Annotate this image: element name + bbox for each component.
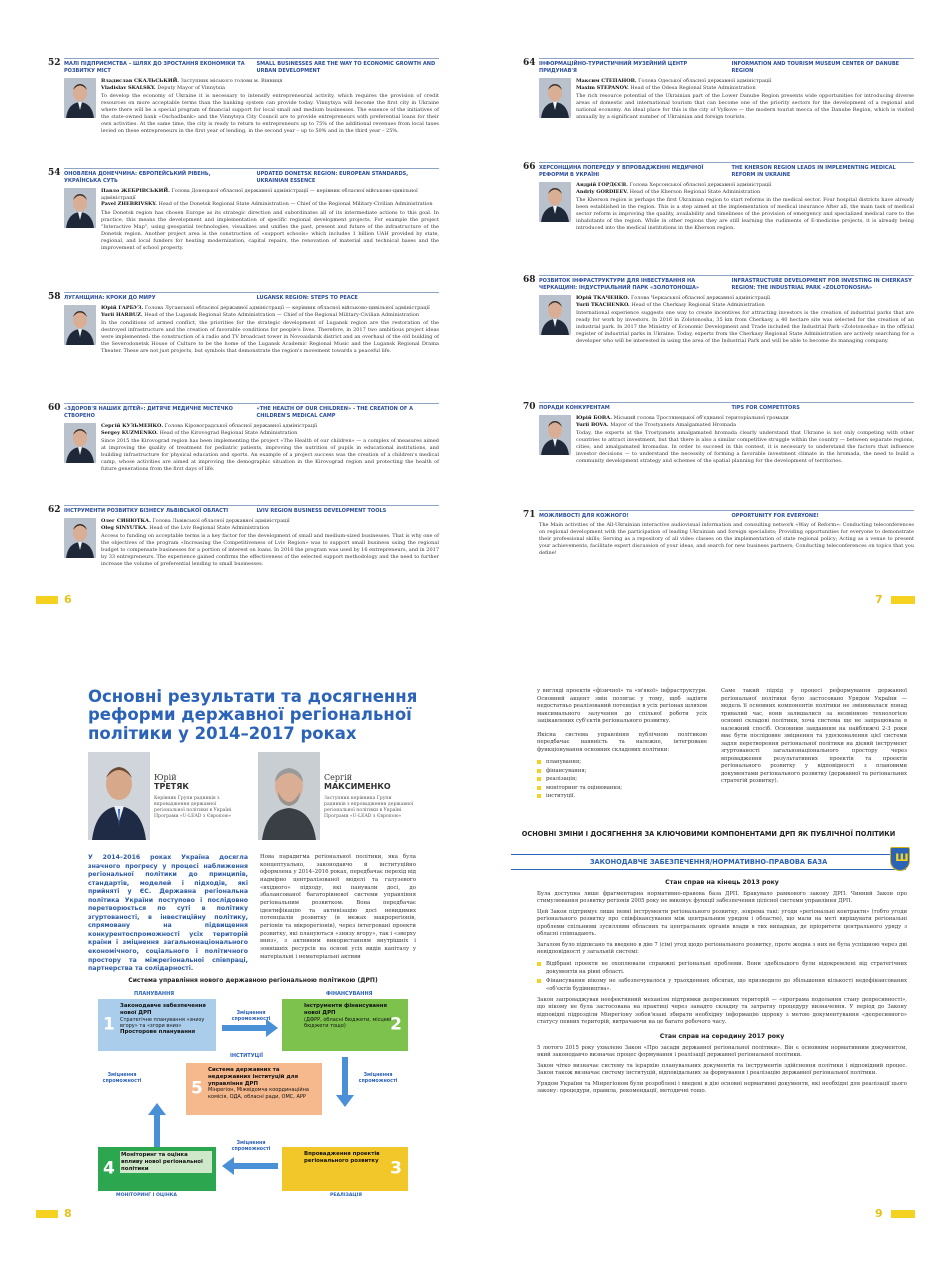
item-page-ref: 68 bbox=[523, 275, 536, 285]
item-title-en: LVIV REGION BUSINESS DEVELOPMENT TOOLS bbox=[256, 508, 387, 514]
person-photo bbox=[539, 295, 571, 335]
summary-item bbox=[48, 505, 439, 568]
page-9 bbox=[475, 640, 950, 1267]
item-page-ref: 62 bbox=[48, 505, 61, 515]
item-page-ref: 70 bbox=[523, 402, 536, 412]
item-summary: Today, the experts at the Trostyanets amalgamated hromada clearly understand that Ukraine is not only competing with other countries to attract investment, but that there is also a similar competitive struggle within the country — between separate regions, cities, and amalgamated hromadas. In order to succeed in this contest, it is necessary to understand the factors that influence investor decisions — to understand the necessity of forming a favorable investment climate in the hromada, the need to build a community development strategy and schemes of the spatial planning for the development of territories. bbox=[576, 430, 914, 465]
arrow-label: Зміцнення спроможності bbox=[231, 1011, 271, 1022]
item-title-ua: ХЕРСОНЩИНА ПОПЕРЕДУ У ВПРОВАДЖЕННІ МЕДИЧНОЇ РЕФОРМИ В УКРАЇНІ bbox=[539, 165, 704, 178]
person-photo bbox=[539, 182, 571, 222]
page-number: 7 bbox=[875, 593, 883, 606]
summary-item bbox=[523, 275, 914, 345]
person-credits: Олег СИНЮТКА. Голова Львівської обласної державної адміністрації Oleg SINYUTKA. Head of the Lviv Regional State Administration Access to funding on acceptable terms is a key factor for the development of small and medium-sized businesses. That is why one of the objectives of the program «Increasing the Competitiveness of Lviv Region» was to support small business using the regional budget to compensate businesses for a portion of interest on loans. In 2016 the program was used by 16 entrepreneurs, and in 2017 by 33 entrepreneurs. The experience gained confirms the effectiveness of the selected support methodology and the need to further increase the volume of preferential lending to small businesses. bbox=[101, 517, 439, 568]
arrow-label: Зміцнення спроможності bbox=[231, 1141, 271, 1152]
item-rule bbox=[539, 162, 914, 163]
summary-item bbox=[48, 403, 439, 473]
person-photo bbox=[539, 78, 571, 118]
item-title-en: LUGANSK REGION: STEPS TO PEACE bbox=[256, 295, 358, 301]
author-name: Юрій ТРЕТЯК bbox=[154, 773, 189, 791]
page-7 bbox=[475, 0, 950, 630]
item-rule bbox=[64, 403, 439, 404]
item-title-ua: РОЗВИТОК ІНФРАСТРУКТУРИ ДЛЯ ІНВЕСТУВАННЯ НА ЧЕРКАЩИНІ: ІНДУСТРІАЛЬНИЙ ПАРК «ЗОЛОТОНОША» bbox=[539, 278, 700, 291]
list-item: моніторинг та оцінювання; bbox=[537, 784, 707, 792]
item-title-en: «THE HEALTH OF OUR CHILDREN» - THE CREATION OF A CHILDREN'S MEDICAL CAMP bbox=[256, 406, 413, 419]
section-heading: ОСНОВНІ ЗМІНИ І ДОСЯГНЕННЯ ЗА КЛЮЧОВИМИ КОМПОНЕНТАМИ ДРП ЯК ПУБЛІЧНОЇ ПОЛІТИКИ bbox=[521, 830, 896, 838]
page-6 bbox=[0, 0, 475, 630]
list-item: планування; bbox=[537, 758, 707, 766]
item-rule bbox=[539, 402, 914, 403]
item-page-ref: 58 bbox=[48, 292, 61, 302]
list-item: Фінансування нікому не забезпечувалося у трьохденних обсягах, що призводило до збільшення кількості недофінансованих «об'єктів будівництва». bbox=[537, 977, 907, 994]
item-title-ua: МОЖЛИВОСТІ ДЛЯ КОЖНОГО! bbox=[539, 513, 629, 519]
item-rule bbox=[64, 292, 439, 293]
person-credits: Максим СТЕПАНОВ. Голова Одеської обласної державної адміністрації Maxim STEPANOV. Head of the Odesa Regional State Administration The rich resource potential of the Ukrainian part of the Lower Danube Region presents wide opportunities for introducing diverse areas of domestic and international tourism that can become one of the priority sectors for the development of a regional and national economy. An ideal place for this is the city of Vylkove — the modern tourist mecca of the Danube Region, which is visited annually by a significant number of Ukrainian and foreign tourists. bbox=[576, 77, 914, 121]
page-bar bbox=[891, 1210, 915, 1218]
item-page-ref: 66 bbox=[523, 162, 536, 172]
page-bar bbox=[36, 596, 58, 604]
summary-item bbox=[523, 402, 914, 465]
item-rule bbox=[64, 168, 439, 169]
box-2: 2 Інструменти фінансування нової ДРП (ДФРР, обласні бюджети, місцеві бюджети тощо) bbox=[282, 999, 408, 1051]
page-bar bbox=[891, 596, 915, 604]
person-credits: Павло ЖЕБРІВСЬКИЙ. Голова Донецької обласної державної адміністрації — керівник обласної військово-цивільної адміністрації Pavel ZHEBRIVSKY. Head of the Donetsk Regional State Administration — Chief of the Regional Military-Civilian Administration The Donetsk region has chosen Europe as its strategic direction and subordinates all of its intermediate actions to this goal. In practice, this means the development and implementation of specific regional development projects. For example the project "Interactive Map", using geospatial technologies, visualizes and unifies the past, present and future of the infrastructure of the Donetsk region. Another project area is the construction of «support schools» which includes 1 billion UAH provided by state, regional, and local funders for heating modernization, capital repairs, the renovation of material and technical bases and the improvement of school property. bbox=[101, 187, 439, 251]
label-planning: ПЛАНУВАННЯ bbox=[134, 991, 175, 997]
item-title-en: THE KHERSON REGION LEADS IN IMPLEMENTING MEDICAL REFORM IN UKRAINE bbox=[731, 165, 896, 178]
person-photo bbox=[64, 518, 96, 558]
diagram-title: Система управління нового державною регіональною політикою (ДРП) bbox=[128, 977, 378, 984]
person-credits: Андрій ГОРДЄЄВ. Голова Херсонської обласної державної адміністрації Andriy GORDIEEV. Head of the Kherson Regional State Administration The Kherson region is perhaps the first Ukrainian region to start reforms in the medical sector. Four hospital districts have already been established in the region. This is a step aimed at the implementation of medical insurance After all, the main task of medical sector reform is improving the quality, availability and timeliness of the provision of emergency and specialized medical care to the inhabitants of the region. While in other regions they are still learning the rudiments of E-medicine projects, it is already being introduced into the medical institutions in the Kherson region. bbox=[576, 181, 914, 232]
section-subheading: ЗАКОНОДАВЧЕ ЗАБЕЗПЕЧЕННЯ/НОРМАТИВНО-ПРАВОВА БАЗА bbox=[511, 854, 906, 870]
item-title-en: SMALL BUSINESSES ARE THE WAY TO ECONOMIC GROWTH AND URBAN DEVELOPMENT bbox=[256, 61, 436, 74]
person-photo bbox=[64, 78, 96, 118]
item-title-ua: «ЗДОРОВ'Я НАШИХ ДІТЕЙ»: ДИТЯЧЕ МЕДИЧНЕ МІСТЕЧКО СТВОРЕНО bbox=[64, 406, 233, 419]
intro-lead: У 2014–2016 роках Україна досягла значного прогресу у процесі наближення регіональної політики до принципів, стандартів, моделей і підходів, які прийняті у ЄС. Державна регіональна політика України поступово і послідовно перетворюється по суті в політику згуртованості, в інвестиційну політику, спрямовану на підвищення конкурентоспроможності усіх територій країни і зміцнення загальнонаціонального економічного, соціального і політичного простору та міжрегіональної співпраці, партнерства та солідарності. bbox=[88, 854, 248, 973]
person-credits: Юрій ГАРБУЗ. Голова Луганської обласної державної адміністрації — керівник обласної військово-цивільної адміністрації Yurii HARBUZ. Head of the Lugansk Regional State Administration — Chief of the Regional Military-Civilian Administration In the conditions of armed conflict, the priorities for the strategic development of Lugansk region are the restoration of the destroyed infrastructure and the creation of favorable conditions for people's lives. Therefore, in 2017 two ambitious project ideas were implemented: the construction of a radio and TV broadcast tower in Novoaidarsk district and an overhaul of the old building of the Severodonetsk House of Culture to be the home of the Lugansk Academic Regional Music and the Lugansk Regional Drama Theater. These are not just projects, but symbols that demonstrate the region's movement towards a peaceful life. bbox=[101, 304, 439, 355]
item-rule bbox=[539, 275, 914, 276]
list-item: реалізація; bbox=[537, 775, 707, 783]
label-realization: РЕАЛІЗАЦІЯ bbox=[330, 1193, 362, 1198]
article-heading: Основні результати та досягнення реформи державної регіональної політики у 2014–2017 роках bbox=[88, 687, 418, 743]
summary-item bbox=[523, 162, 914, 232]
item-summary: Since 2015 the Kirovograd region has been implementing the project «The Health of our children» — a complex of measures aimed at improving the quality of treatment for pediatric patients, improving the nutrition of pupils in educational institutions, and building infrastructure for physical education and sports. An example of a project success was the creation of a children's medical camp, whose activities are aimed at improving the demographic situation in the Kirovograd region and protecting the health of future generations from the first days of life. bbox=[101, 438, 439, 473]
item-page-ref: 52 bbox=[48, 58, 61, 68]
author-desc: Керівник Групи радників з впровадження державної регіональної політики в Україні Програми «U-LEAD з Європою» bbox=[154, 796, 232, 819]
box-1: 1 Законодавче забезпечення нової ДРП Стратегічне планування «знизу вгору» та «згори вниз» Просторове планування bbox=[98, 999, 216, 1051]
item-title-en: INFRASTRUCTURE DEVELOPMENT FOR INVESTING IN CHERKASY REGION: THE INDUSTRIAL PARK «ZOLOTONOSHA» bbox=[731, 278, 912, 291]
arrow-label: Зміцнення спроможності bbox=[102, 1073, 142, 1084]
author-name: Сергій МАКСИМЕНКО bbox=[324, 773, 391, 791]
item-title-ua: МАЛІ ПІДПРИЄМСТВА – ШЛЯХ ДО ЗРОСТАННЯ ЕКОНОМІКИ ТА РОЗВИТКУ МІСТ bbox=[64, 61, 245, 74]
intro-text: Нова парадигма регіональної політики, яка була концептуально, законодавчо й інституційно оформлена у 2014–2016 роках, передбачає перехід від надмірно централізованої моделі та галузевого «вхідного» підходу, які панували досі, до збалансованої багаторівневої системи управління регіональним розвитком. Вона передбачає ідентифікацію та активізацію досі невидимих потенціалів розвитку (в межах макрорегіонів, регіонів та мікрорегіонів), через інтегровані проекти розвитку, які плануються «знизу вгору», так і «зверху вниз», з активним використанням внутрішніх і зовнішніх ресурсів на основі усіх видів капіталу у матеріальні і нематеріальні активи bbox=[260, 854, 416, 960]
person-credits: Владислав СКАЛЬСЬКИЙ. Заступник міського голови м. Вінниця Vladislav SKALSKY. Deputy Mayor of Vinnytsia To develop the economy of Ukraine it is necessary to intensify entrepreneurial activity, which requires the provision of credit resources on more acceptable terms than the banking system can provide today. Vinnytsya will become the first city in Ukraine where there will be a special program of financial support for local small and medium businesses. The essence of the initiatives of the state-owned bank «Oschadbank» and the Vinnytsya City Council are to provide entrepreneurs with preferential loans for their own activities. At the same time, the city is ready to return to entrepreneurs up to 75% of the additional revenues from local taxes levied on these entrepreneurs in the first year of lending, in the second year – up to 50% and in the third year – 25%. bbox=[101, 77, 439, 134]
item-title-ua: ІНСТРУМЕНТИ РОЗВИТКУ БІЗНЕСУ ЛЬВІВСЬКОЇ ОБЛАСТІ bbox=[64, 508, 229, 514]
author-photo bbox=[258, 752, 320, 840]
item-rule bbox=[539, 510, 914, 511]
person-photo bbox=[64, 305, 96, 345]
item-page-ref: 60 bbox=[48, 403, 61, 413]
item-summary: Access to funding on acceptable terms is a key factor for the development of small and medium-sized businesses. That is why one of the objectives of the program «Increasing the Competitiveness of Lviv Region» was to support small business using the regional budget to compensate businesses for a portion of interest on loans. In 2016 the program was used by 16 entrepreneurs, and in 2017 by 33 entrepreneurs. The experience gained confirms the effectiveness of the selected support methodology and the need to further increase the volume of preferential lending to small businesses. bbox=[101, 533, 439, 568]
text-block-2013: Стан справ на кінець 2013 року Була доступна лише фрагментарна нормативно-правова база ДРП. Бракувало рамкового закону ДРП. Чинний Закон про стимулювання розвитку регіонів 2005 року не виконує функції забезпечення цілісної системи управління ДРП. Цей Закон підтримує лише певні інструменти регіонального розвитку, зокрема такі: угоди «регіональні контракти» (тобто угоди регіонального розвитку про співфінансування між центральним урядом і областю), що мали на меті вирішувати регіональні проблеми спільними зусиллями обласних та центральних органів влади в тих випадках, де пріоритети центрального уряду з обласні співпадають. Загалом було підписано та введено в дію 7 (сім) угод щодо регіонального розвитку, проте жодна з них не була успішною через дві невідповідності у загальній системі: Відібрані проекти не охоплювали справжні регіональні проблеми. Вони здебільшого були відокремлені від стратегічних документів на рівні області. Фінансування нікому не забезпечувалося у трьохденних обсягах, що призводило до збільшення кількості недофінансованих «об'єктів будівництва». Закон запроваджував неефективний механізм підтримки депресивних територій — «програма подолання стану депресивності», що нікому не була застосована на практиці через занадто складну та затратну процедуру визначення. У період до Закону відповідні підрозділи Мінрегіону зобов'язані збирати необхідну інформацію щороку з метою документування «депресивного» статусу певних територій, витрачаючи на це багато робочого часу. Стан справ на середину 2017 року 5 лютого 2015 року ухвалено Закон «Про засади державної регіональної політики». Він є основним нормативним документом, який законодавчо визначає процес формування і реалізації державної регіональної політики. Закон чітко визначає систему та ієрархію планувальних документів та інструментів здійснення політики і відповідний процес. Закон також визначає систему інституцій, відповідальних за формування і реалізацію державної регіональної політики. Урядом України та Мінрегіоном були розроблені і введені в дію основні нормативні документи, які необхідні для реалізації цього закону: процедури, правила, рекомендації, методичні тощо. bbox=[537, 879, 907, 1095]
box-3: 3 Впровадження проектів регіонального розвитку bbox=[282, 1147, 408, 1191]
page-bar bbox=[36, 1210, 58, 1218]
summary-item bbox=[523, 58, 914, 121]
item-title-en: TIPS FOR COMPETITORS bbox=[731, 405, 800, 411]
components-list bbox=[537, 758, 707, 800]
page-number: 9 bbox=[875, 1207, 883, 1220]
author-tretiak bbox=[88, 752, 258, 844]
item-title-ua: ОНОВЛЕНА ДОНЕЧЧИНА: ЄВРОПЕЙСЬКИЙ РІВЕНЬ, УКРАЇНСЬКА СУТЬ bbox=[64, 171, 211, 184]
dpr-diagram bbox=[90, 985, 420, 1198]
item-title-en: OPPORTUNITY FOR EVERYONE! bbox=[731, 513, 819, 519]
item-page-ref: 54 bbox=[48, 168, 61, 178]
page-number: 6 bbox=[64, 593, 72, 606]
text-column-b: Саме такий підхід у процесі реформування державної регіональної політики було застосовано Урядом України — модель її основних компонентів політики не змінювалася понад тривалий час, вони залишалися за незмінною технологією основні складові політики, хоча система ще не запрацювала в належний спосіб. Основним завданням на найближчі 2-3 роки має бути послідовне зміцнення та удосконалення цієї системи задля перетворення регіональної політики на дієвий інструмент згуртованості загальнонаціонального простору через впровадження результативних проектів та проектів регіонального розвитку у відповідності з плановими документами регіонального розвитку (державної та регіональних стратегій розвитку). bbox=[721, 688, 907, 785]
box-4: 4 Моніторинг та оцінка впливу нової регіональної політики bbox=[98, 1147, 216, 1191]
person-credits: Юрій БОВА. Міський голова Тростянецької об'єднаної територіальної громади Yurii BOVA. Mayor of the Trostyanets Amalgamated Hromada Today, the experts at the Trostyanets amalgamated hromada clearly understand that Ukraine is not only competing with other countries to attract investment, but that there is also a similar competitive struggle within the country — between separate regions, cities, and amalgamated hromadas. In order to succeed in this contest, it is necessary to understand the factors that influence investor decisions — to understand the necessity of forming a favorable investment climate in the hromada, the need to build a community development strategy and schemes of the spatial planning for the development of territories. bbox=[576, 414, 914, 465]
arrow-label: Зміцнення спроможності bbox=[358, 1073, 398, 1084]
page-8 bbox=[0, 640, 475, 1267]
person-photo bbox=[64, 423, 96, 463]
item-page-ref: 71 bbox=[523, 510, 536, 520]
person-photo bbox=[64, 188, 96, 228]
summary-item bbox=[523, 510, 914, 556]
label-financing: ФІНАНСУВАННЯ bbox=[326, 991, 373, 997]
summary-item bbox=[48, 58, 439, 135]
list-item: інституції. bbox=[537, 792, 707, 800]
person-credits: Юрій ТКАЧЕНКО. Голова Черкаської обласної державної адміністрації Yurii TKACHENKO. Head of the Cherkasy Regional State Administration International experience suggests one way to create incentives for attracting investors is the creation of industrial parks that are ready for work by investors. In 2016 in Zolotonosha, 35 km from Cherkasy, a 40 hectare site was selected for the creation of an industrial park. In 2017 the Ministry of Economic Development and Trade included the Industrial Park «Zolotonosha» in the official register of industrial parks in Ukraine. Today, experts from the Cherkasy Regional State Administration are actively searching for a developer who will be interested in using the area of the Industrial Park and will be able to become its managing company. bbox=[576, 294, 914, 345]
item-title-en: UPDATED DONETSK REGION: EUROPEAN STANDARDS, UKRAINIAN ESSENCE bbox=[256, 171, 409, 184]
issues-list bbox=[537, 960, 907, 994]
summary-item bbox=[48, 292, 439, 355]
list-item: фінансування; bbox=[537, 767, 707, 775]
label-institutions: ІНСТИТУЦІЇ bbox=[230, 1053, 263, 1059]
author-photo bbox=[88, 752, 150, 840]
label-monitoring: МОНІТОРИНГ І ОЦІНКА bbox=[116, 1193, 177, 1198]
person-credits: Сергій КУЗЬМЕНКО. Голова Кіровоградської обласної державної адміністрації Sergey KUZMENKO. Head of the Kirovograd Regional State Administration Since 2015 the Kirovograd region has been implementing the project «The Health of our children» — a complex of measures aimed at improving the quality of treatment for pediatric patients, improving the nutrition of pupils in educational institutions, and building infrastructure for physical education and sports. An example of a project success was the creation of a children's medical camp, whose activities are aimed at improving the demographic situation in the Kirovograd region and protecting the health of future generations from the first days of life. bbox=[101, 422, 439, 473]
author-maksymenko bbox=[258, 752, 428, 844]
item-summary: The Kherson region is perhaps the first Ukrainian region to start reforms in the medical sector. Four hospital districts have already been established in the region. This is a step aimed at the implementation of medical insurance After all, the main task of medical sector reform is improving the quality, availability and timeliness of the provision of emergency and specialized medical care to the inhabitants of the region. While in other regions they are still learning the rudiments of E-medicine projects, it is already being introduced into the medical institutions in the Kherson region. bbox=[576, 197, 914, 232]
summary-item bbox=[48, 168, 439, 252]
item-page-ref: 64 bbox=[523, 58, 536, 68]
author-desc: Заступник керівника Групи радників з впровадження державної регіональної політики в Україні Програми «U-LEAD з Європою» bbox=[324, 796, 414, 819]
item-title-ua: ПОРАДИ КОНКУРЕНТАМ bbox=[539, 405, 610, 411]
list-item: Відібрані проекти не охоплювали справжні регіональні проблеми. Вони здебільшого були відокремлені від стратегічних документів на рівні області. bbox=[537, 960, 907, 977]
text-column-a: у вигляді проектів «фізичної» та «м'якої» інфраструктури. Основний акцент змін полягає у тому, щоб задіяти недостатньо реалізований потенціал в усіх регіонах шляхом максимального залучення до спільної роботи усіх зацікавлених суб'єктів регіонального розвитку. Якісна система управління публічною політикою передбачає наявність та належне, інтегроване функціонування основних складових політики: планування; фінансування; реалізація; моніторинг та оцінювання; інституції. bbox=[537, 688, 707, 799]
item-summary: The Main activities of the All-Ukrainian interactive audiovisual information and consulting network «Way of Reform»: Conducting teleconferences on regional development with the participation of leading Ukrainian and foreign specialists; Providing opportunities for everyone to demonstrate their professional skills; Serving as a repository of all video classes on the implementation of state regional policy; Acting as a venue to present your achievements, facilitate expert discussion of your ideas, and search for new business partners; Conducting teleconferences on topics that you define! bbox=[539, 521, 914, 556]
item-title-ua: ІНФОРМАЦІЙНО-ТУРИСТИЧНИЙ МУЗЕЙНИЙ ЦЕНТР ПРИДУНАВ'Я bbox=[539, 61, 688, 74]
item-summary: The Donetsk region has chosen Europe as its strategic direction and subordinates all of its intermediate actions to this goal. In practice, this means the development and implementation of specific regional development projects. For example the project "Interactive Map", using geospatial technologies, visualizes and unifies the past, present and future of the infrastructure of the Donetsk region. Another project area is the construction of «support schools» which includes 1 billion UAH provided by state, regional, and local funders for heating modernization, capital repairs, the renovation of material and technical bases and the improvement of school property. bbox=[101, 210, 439, 251]
page-number: 8 bbox=[64, 1207, 72, 1220]
item-summary: The rich resource potential of the Ukrainian part of the Lower Danube Region presents wide opportunities for introducing diverse areas of domestic and international tourism that can become one of the priority sectors for the development of a regional and national economy. An ideal place for this is the city of Vylkove — the modern tourist mecca of the Danube Region, which is visited annually by a significant number of Ukrainian and foreign tourists. bbox=[576, 93, 914, 121]
box-5: 5 Система державних та недержавних інституцій для управління ДРП Мінрегіон, Міжвідомча координаційна комісія, ОДА, обласні ради, ОМС, АРР bbox=[186, 1063, 322, 1115]
trident-crest-icon bbox=[890, 847, 910, 871]
item-summary: To develop the economy of Ukraine it is necessary to intensify entrepreneurial activity, which requires the provision of credit resources on more acceptable terms than the banking system can provide today. Vinnytsya will become the first city in Ukraine where there will be a special program of financial support for local small and medium businesses. The essence of the initiatives of the state-owned bank «Oschadbank» and the Vinnytsya City Council are to provide entrepreneurs with preferential loans for their own activities. At the same time, the city is ready to return to entrepreneurs up to 75% of the additional revenues from local taxes levied on these entrepreneurs in the first year of lending, in the second year – up to 50% and in the third year – 25%. bbox=[101, 93, 439, 134]
item-rule bbox=[64, 58, 439, 59]
item-title-ua: ЛУГАНЩИНА: КРОКИ ДО МИРУ bbox=[64, 295, 156, 301]
item-summary: International experience suggests one way to create incentives for attracting investors is the creation of industrial parks that are ready for work by investors. In 2016 in Zolotonosha, 35 km from Cherkasy, a 40 hectare site was selected for the creation of an industrial park. In 2017 the Ministry of Economic Development and Trade included the Industrial Park «Zolotonosha» in the official register of industrial parks in Ukraine. Today, experts from the Cherkasy Regional State Administration are actively searching for a developer who will be interested in using the area of the Industrial Park and will be able to become its managing company. bbox=[576, 310, 914, 345]
item-summary: In the conditions of armed conflict, the priorities for the strategic development of Lugansk region are the restoration of the destroyed infrastructure and the creation of favorable conditions for people's lives. Therefore, in 2017 two ambitious project ideas were implemented: the construction of a radio and TV broadcast tower in Novoaidarsk district and an overhaul of the old building of the Severodonetsk House of Culture to be the home of the Lugansk Academic Regional Music and the Lugansk Regional Drama Theater. These are not just projects, but symbols that demonstrate the region's movement towards a peaceful life. bbox=[101, 320, 439, 355]
item-rule bbox=[539, 58, 914, 59]
person-photo bbox=[539, 415, 571, 455]
item-title-en: INFORMATION AND TOURISM MUSEUM CENTER OF DANUBE REGION bbox=[731, 61, 900, 74]
item-rule bbox=[64, 505, 439, 506]
